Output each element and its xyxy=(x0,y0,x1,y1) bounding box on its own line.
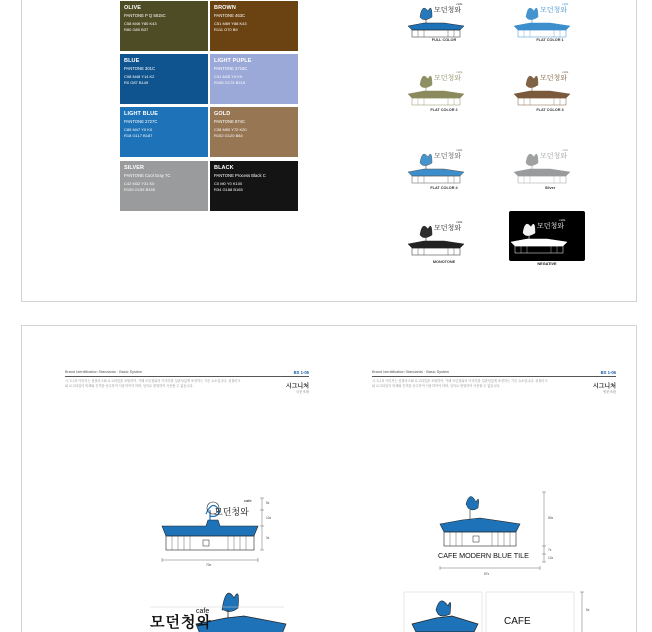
swatch-pantone: PANTONE 463C xyxy=(214,13,246,18)
logotype-cafe-large: cafe xyxy=(196,608,210,615)
variant-caption: NEGATIVE xyxy=(537,262,557,266)
logotype-cafe: cafe xyxy=(244,498,252,503)
logo-wall xyxy=(518,176,566,183)
cafe-logo-mark xyxy=(404,145,484,185)
logo-tree xyxy=(526,76,538,88)
swatch-rgb: R155 G175 B218 xyxy=(214,80,245,85)
signature-english-artwork xyxy=(436,490,556,580)
cafe-logo-mark xyxy=(404,0,484,39)
logo-cafe-mark: cafe xyxy=(456,2,463,6)
logo-wall-lines xyxy=(418,98,454,105)
logo-wordmark: 모던청와 xyxy=(434,152,462,160)
logo-roof xyxy=(514,23,570,30)
logo-variant-flat-color-4 xyxy=(404,145,484,197)
signature-korean-dimensioned xyxy=(158,496,278,576)
swatch-rgb: R18 G117 B187 xyxy=(124,133,153,138)
swatch-cmyk: C38 M50 Y72 K20 xyxy=(214,127,247,132)
page-subtitle: 영문조합 xyxy=(602,390,616,394)
logotype-cafe-caps: CAFE xyxy=(504,616,531,627)
dim-width: 70x xyxy=(206,563,212,567)
swatch-rgb: R80 G80 B37 xyxy=(124,27,149,32)
dim-height-2: 10x xyxy=(266,516,272,520)
swatch-pantone: PANTONE 874C xyxy=(214,119,246,124)
logo-variant-full-color xyxy=(404,0,484,51)
logotype-english: CAFE MODERN BLUE TILE xyxy=(438,551,529,560)
page-title: 시그니처 xyxy=(285,384,309,390)
logo-cafe-mark: cafe xyxy=(456,70,463,74)
swatch-name: LIGHT BLUE xyxy=(124,111,158,117)
logo-cafe-mark: cafe xyxy=(559,218,566,222)
cafe-logo-mark xyxy=(404,217,484,257)
logo-wall-lines xyxy=(521,246,557,253)
swatch-name: GOLD xyxy=(214,111,231,117)
swatch-blue xyxy=(120,54,208,104)
variant-caption: FULL COLOR xyxy=(431,38,457,42)
variant-caption: FLAT COLOR 3 xyxy=(536,108,564,112)
logo-wordmark: 모던청와 xyxy=(540,74,568,82)
swatch-pantone: PANTONE 2716C xyxy=(214,66,248,71)
cafe-logo-mark xyxy=(510,145,590,185)
signature-korean-large xyxy=(126,584,290,632)
logo-variant-silver xyxy=(510,145,590,197)
logo-wall xyxy=(412,30,460,37)
logo-wall-lines xyxy=(524,30,560,37)
dim-height-3: 3x xyxy=(266,536,270,540)
logo-tree xyxy=(420,8,432,20)
logo-wordmark: 모던청와 xyxy=(540,6,568,14)
logo-roof xyxy=(511,239,567,246)
swatch-pantone: PANTONE Cool Gray 7C xyxy=(124,173,171,178)
logotype-korean-large: 모던청와 xyxy=(150,614,212,631)
logo-tree xyxy=(523,224,535,236)
logo-wordmark: 모던청와 xyxy=(434,74,462,82)
logo-wordmark: 모던청와 xyxy=(434,224,462,232)
variant-caption: Silver xyxy=(544,186,556,190)
logo-wall-lines xyxy=(418,248,454,255)
swatch-cmyk: C85 M47 Y0 K0 xyxy=(124,127,153,132)
swatch-name: BLACK xyxy=(214,165,234,171)
swatch-rgb: R0 G87 B149 xyxy=(124,80,149,85)
logo-variant-flat-color-1 xyxy=(510,0,590,51)
logo-wall xyxy=(412,98,460,105)
logo-cafe-mark: cafe xyxy=(456,148,463,152)
signature-english-dimensioned xyxy=(436,490,556,580)
logo-roof xyxy=(514,91,570,98)
swatch-silver xyxy=(120,161,208,211)
swatch-pantone: PANTONE 301C xyxy=(124,66,156,71)
page-subtitle: 국문조합 xyxy=(295,390,309,394)
logo-roof xyxy=(408,169,464,176)
logo-wordmark: 모던청와 xyxy=(537,222,565,230)
swatch-pantone: PANTONE P Q 5815C xyxy=(124,13,166,18)
logo-wall-lines xyxy=(418,176,454,183)
swatch-gold xyxy=(210,107,298,157)
variant-caption: FLAT COLOR 4 xyxy=(430,186,458,190)
logo-tree xyxy=(526,8,538,20)
signature-english-large-artwork xyxy=(402,588,592,632)
swatch-rgb: R155 G155 B155 xyxy=(124,187,155,192)
cafe-logo-mark xyxy=(510,67,590,107)
logo-tree xyxy=(420,76,432,88)
standards-label: Brand Identification Standards · Basic System xyxy=(372,370,450,374)
page-code: BS 1-06 xyxy=(600,370,616,375)
swatch-cmyk: C42 M32 Y31 K0 xyxy=(124,181,155,186)
swatch-cmyk: C51 M69 Y88 K43 xyxy=(214,21,247,26)
logo-wall-lines xyxy=(418,30,454,37)
logo-wordmark: 모던청와 xyxy=(540,152,568,160)
logo-cafe-mark: cafe xyxy=(456,220,463,224)
cafe-logo-mark xyxy=(404,67,484,107)
logo-wall-lines xyxy=(524,98,560,105)
swatch-cmyk: C41 M28 Y0 K0 xyxy=(214,74,243,79)
logo-variant-flat-color-3 xyxy=(510,67,590,119)
logo-wall xyxy=(412,248,460,255)
dim-height-3: 12x xyxy=(548,556,554,560)
logo-tree xyxy=(526,154,538,166)
swatch-light-purple xyxy=(210,54,298,104)
dim-width: 57x xyxy=(484,572,490,576)
swatch-name: BLUE xyxy=(124,58,140,64)
variant-caption: FLAT COLOR 2 xyxy=(430,108,458,112)
logo-tree xyxy=(420,226,432,238)
swatch-rgb: R152 G120 B84 xyxy=(214,133,243,138)
standards-label: Brand Identification Standards · Basic System xyxy=(65,370,143,374)
logotype-korean: 모던청와 xyxy=(214,507,249,517)
dim-height-1: 5x xyxy=(266,501,270,505)
logo-cafe-mark: cafe xyxy=(562,70,569,74)
swatch-name: SILVER xyxy=(124,165,145,171)
swatch-cmyk: C98 M48 Y14 K2 xyxy=(124,74,155,79)
logo-roof xyxy=(408,91,464,98)
swatch-name: BROWN xyxy=(214,5,236,11)
logo-variant-monotone xyxy=(404,217,484,269)
header-rule xyxy=(65,376,309,377)
swatch-pantone: PANTONE Process Black C xyxy=(214,173,266,178)
swatch-light-blue xyxy=(120,107,208,157)
logo-roof xyxy=(408,241,464,248)
page-description: 시그니처 이미지는 심볼마크와 로고타입을 조합하여, 카페 모던청와의 이미지를 일관성있게 표현하는 기본 요소입니다. 심볼마크와 로고타입의 비례와 간격을 준수하여 사용하여야 하며, 임의로 변형하여 사용할 수 없습니다. xyxy=(372,379,548,388)
page-description: 시그니처 이미지는 심볼마크와 로고타입을 조합하여, 카페 모던청와의 이미지를 일관성있게 표현하는 기본 요소입니다. 심볼마크와 로고타입의 비례와 간격을 준수하여 사용하여야 하며, 임의로 변형하여 사용할 수 없습니다. xyxy=(65,379,241,388)
swatch-rgb: R34 G188 B165 xyxy=(214,187,243,192)
signature-english-large xyxy=(402,588,592,632)
swatch-cmyk: C0 M0 Y0 K100 xyxy=(214,181,243,186)
logo-cafe-mark: cafe xyxy=(562,148,569,152)
dim-height: 5x xyxy=(586,608,590,612)
swatch-rgb: R111 G70 B9 xyxy=(214,27,238,32)
logo-tree xyxy=(420,154,432,166)
logo-wall xyxy=(518,98,566,105)
page-code: BS 1-05 xyxy=(293,370,309,375)
color-standards-sheet xyxy=(21,0,637,302)
logo-wordmark: 모던청와 xyxy=(434,6,462,14)
swatch-brown xyxy=(210,1,298,51)
cafe-logo-mark xyxy=(510,0,590,39)
logo-variant-negative xyxy=(507,215,587,267)
logo-wall xyxy=(412,176,460,183)
signature-standards-sheet xyxy=(21,325,637,632)
logo-cafe-mark: cafe xyxy=(562,2,569,6)
swatch-pantone: PANTONE 2727C xyxy=(124,119,158,124)
logo-variant-flat-color-2 xyxy=(404,67,484,119)
logo-wall-lines xyxy=(524,176,560,183)
logo-roof xyxy=(514,169,570,176)
header-rule xyxy=(372,376,616,377)
dim-height-2: 7x xyxy=(548,548,552,552)
dim-height-1: 50x xyxy=(548,516,554,520)
swatch-olive xyxy=(120,1,208,51)
page-title: 시그니처 xyxy=(592,384,616,390)
swatch-name: LIGHT PUPLE xyxy=(214,58,252,64)
variant-caption: MONOTONE xyxy=(432,260,456,264)
swatch-black xyxy=(210,161,298,211)
swatch-cmyk: C58 M46 Y80 K43 xyxy=(124,21,157,26)
variant-caption: FLAT COLOR 1 xyxy=(536,38,564,42)
swatch-name: OLIVE xyxy=(124,5,142,11)
logo-wall xyxy=(515,246,563,253)
cafe-logo-mark xyxy=(507,215,587,255)
logo-wall xyxy=(518,30,566,37)
logo-roof xyxy=(408,23,464,30)
